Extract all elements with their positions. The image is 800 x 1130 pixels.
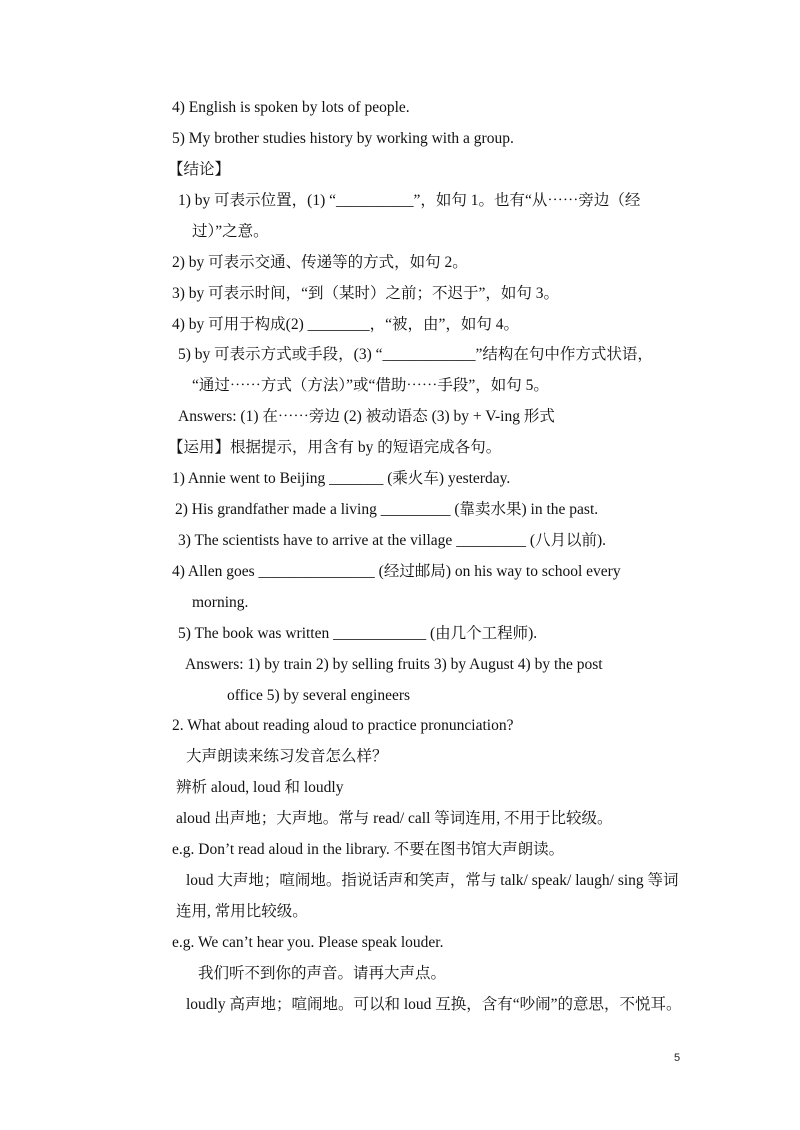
aloud-definition: aloud 出声地；大声地。常与 read/ call 等词连用, 不用于比较级。 <box>176 810 613 827</box>
conclusion-point-3: 3) by 可表示时间，“到（某时）之前；不迟于”，如句 3。 <box>172 285 560 302</box>
conclusion-point-2: 2) by 可表示交通、传递等的方式，如句 2。 <box>172 254 468 271</box>
page-number: 5 <box>674 1052 681 1064</box>
practice-answers: Answers: 1) by train 2) by selling fruits 3) by August 4) by the post <box>185 656 603 673</box>
practice-question-4: 4) Allen goes _______________ (经过邮局) on his way to school every <box>172 563 621 580</box>
loudly-definition: loudly 高声地；喧闹地。可以和 loud 互换，含有“吵闹”的意思，不悦耳。 <box>186 996 682 1013</box>
example-sentence-4: 4) English is spoken by lots of people. <box>172 99 410 116</box>
aloud-example: e.g. Don’t read aloud in the library. 不要在图书馆大声朗读。 <box>172 841 565 858</box>
practice-answers-cont: office 5) by several engineers <box>227 687 411 704</box>
section-2-translation: 大声朗读来练习发音怎么样？ <box>186 748 388 765</box>
conclusion-point-1: 1) by 可表示位置，(1) “__________”，如句 1。也有“从⋯⋯旁边（经 <box>178 192 641 209</box>
word-analysis-heading: 辨析 aloud, loud 和 loudly <box>176 779 344 796</box>
practice-heading: 【运用】根据提示，用含有 by 的短语完成各句。 <box>168 439 502 456</box>
loud-example: e.g. We can’t hear you. Please speak louder. <box>172 934 444 951</box>
practice-question-1: 1) Annie went to Beijing _______ (乘火车) yesterday. <box>172 470 511 487</box>
conclusion-heading: 【结论】 <box>168 161 231 178</box>
section-2-title: 2. What about reading aloud to practice pronunciation? <box>172 717 514 734</box>
conclusion-point-5-cont: “通过⋯⋯方式（方法）”或“借助⋯⋯手段”，如句 5。 <box>192 377 549 394</box>
practice-question-5: 5) The book was written ____________ (由几个工程师). <box>178 625 538 642</box>
practice-question-2: 2) His grandfather made a living _________ (靠卖水果) in the past. <box>175 501 599 518</box>
practice-question-3: 3) The scientists have to arrive at the village _________ (八月以前). <box>178 532 607 549</box>
conclusion-point-5: 5) by 可表示方式或手段，(3) “____________”结构在句中作方式状语， <box>178 346 653 363</box>
loud-definition-cont: 连用, 常用比较级。 <box>176 903 308 920</box>
example-sentence-5: 5) My brother studies history by working with a group. <box>172 130 514 147</box>
conclusion-answers: Answers: (1) 在⋯⋯旁边 (2) 被动语态 (3) by + V-ing 形式 <box>178 408 555 425</box>
loud-example-translation: 我们听不到你的声音。请再大声点。 <box>198 965 447 982</box>
loud-definition: loud 大声地；喧闹地。指说话声和笑声，常与 talk/ speak/ laugh/ sing 等词 <box>186 872 679 889</box>
practice-question-4-cont: morning. <box>192 594 249 611</box>
conclusion-point-4: 4) by 可用于构成(2) ________，“被，由”，如句 4。 <box>172 316 519 333</box>
conclusion-point-1-cont: 过）”之意。 <box>192 223 269 240</box>
